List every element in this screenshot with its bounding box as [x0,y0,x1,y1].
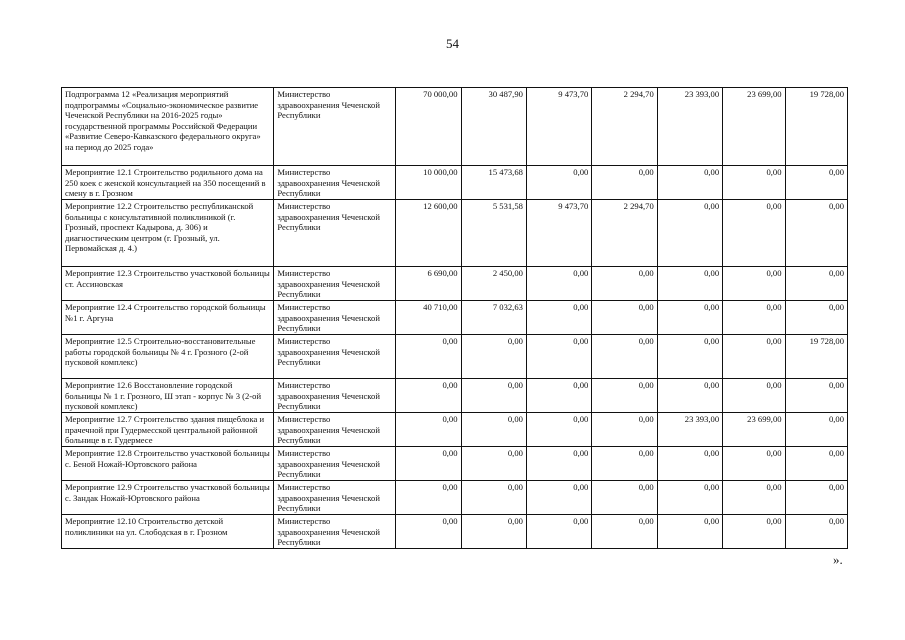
table-row [62,166,848,200]
amount-cell: 5 531,58 [461,200,526,267]
amount-cell: 0,00 [526,267,591,301]
amount-cell: 23 699,00 [723,88,785,166]
amount-cell: 0,00 [396,413,461,447]
amount-cell: 0,00 [723,301,785,335]
amount-cell: 12 600,00 [396,200,461,267]
activity-name-cell: Мероприятие 12.7 Строительство здания пищеблока и прачечной при Гудермесской центральной районной больнице в г. Гудермесе [62,413,274,447]
table-row [62,88,848,166]
amount-cell: 0,00 [592,335,657,379]
activity-name-cell: Мероприятие 12.1 Строительство родильного дома на 250 коек с женской консультацией на 350 посещений в смену в г. Грозном [62,166,274,200]
activity-name-cell: Мероприятие 12.5 Строительно-восстановительные работы городской больницы № 4 г. Грозного (2-ой пусковой комплекс) [62,335,274,379]
executor-cell: Министерство здравоохранения Чеченской Республики [274,166,396,200]
executor-cell: Министерство здравоохранения Чеченской Республики [274,447,396,481]
amount-cell: 0,00 [461,413,526,447]
amount-cell: 0,00 [785,301,847,335]
amount-cell: 0,00 [657,166,722,200]
table-row [62,515,848,549]
amount-cell: 0,00 [723,200,785,267]
amount-cell: 0,00 [396,515,461,549]
amount-cell: 19 728,00 [785,88,847,166]
table-row [62,379,848,413]
amount-cell: 0,00 [657,481,722,515]
executor-cell: Министерство здравоохранения Чеченской Республики [274,413,396,447]
amount-cell: 0,00 [723,515,785,549]
amount-cell: 30 487,90 [461,88,526,166]
amount-cell: 0,00 [657,447,722,481]
executor-cell: Министерство здравоохранения Чеченской Республики [274,200,396,267]
table-row [62,200,848,267]
amount-cell: 7 032,63 [461,301,526,335]
activity-name-cell: Мероприятие 12.9 Строительство участковой больницы с. Зандак Ножай-Юртовского района [62,481,274,515]
amount-cell: 23 699,00 [723,413,785,447]
amount-cell: 0,00 [657,301,722,335]
amount-cell: 0,00 [785,447,847,481]
table-row [62,267,848,301]
activity-name-cell: Мероприятие 12.8 Строительство участковой больницы с. Беной Ножай-Юртовского района [62,447,274,481]
amount-cell: 0,00 [526,301,591,335]
amount-cell: 0,00 [785,515,847,549]
executor-cell: Министерство здравоохранения Чеченской Республики [274,481,396,515]
amount-cell: 10 000,00 [396,166,461,200]
amount-cell: 23 393,00 [657,88,722,166]
amount-cell: 6 690,00 [396,267,461,301]
amount-cell: 0,00 [785,413,847,447]
executor-cell: Министерство здравоохранения Чеченской Республики [274,267,396,301]
amount-cell: 0,00 [657,335,722,379]
amount-cell: 0,00 [657,515,722,549]
amount-cell: 0,00 [592,267,657,301]
amount-cell: 0,00 [396,447,461,481]
executor-cell: Министерство здравоохранения Чеченской Республики [274,301,396,335]
executor-cell: Министерство здравоохранения Чеченской Республики [274,515,396,549]
amount-cell: 0,00 [657,200,722,267]
executor-cell: Министерство здравоохранения Чеченской Республики [274,88,396,166]
activity-name-cell: Мероприятие 12.2 Строительство республиканской больницы с консультативной поликлиникой (г. Грозный, проспект Кадырова, д. 306) и диагностическим центром (г. Грозный, ул. Первомайская д. 4.) [62,200,274,267]
amount-cell: 0,00 [526,413,591,447]
closing-quote-mark: ». [833,552,843,567]
page-number: 54 [446,36,459,51]
amount-cell: 0,00 [723,481,785,515]
amount-cell: 0,00 [723,447,785,481]
amount-cell: 0,00 [723,379,785,413]
amount-cell: 0,00 [526,166,591,200]
table-row [62,481,848,515]
table-body [62,88,848,549]
amount-cell: 0,00 [785,481,847,515]
amount-cell: 2 450,00 [461,267,526,301]
amount-cell: 0,00 [461,335,526,379]
amount-cell: 19 728,00 [785,335,847,379]
amount-cell: 70 000,00 [396,88,461,166]
amount-cell: 9 473,70 [526,200,591,267]
amount-cell: 40 710,00 [396,301,461,335]
activity-name-cell: Подпрограмма 12 «Реализация мероприятий подпрограммы «Социально-экономическое развитие Чеченской Республики на 2016-2025 годы» государственной программы Российской Федерации «Развитие Северо-Кавказского федерального округа» на период до 2025 года» [62,88,274,166]
amount-cell: 0,00 [396,379,461,413]
amount-cell: 0,00 [592,301,657,335]
executor-cell: Министерство здравоохранения Чеченской Республики [274,335,396,379]
amount-cell: 0,00 [785,379,847,413]
budget-table [61,87,848,549]
amount-cell: 0,00 [396,481,461,515]
amount-cell: 0,00 [526,379,591,413]
table-row [62,301,848,335]
amount-cell: 0,00 [396,335,461,379]
amount-cell: 0,00 [723,267,785,301]
activity-name-cell: Мероприятие 12.4 Строительство городской больницы №1 г. Аргуна [62,301,274,335]
amount-cell: 0,00 [723,335,785,379]
amount-cell: 0,00 [592,379,657,413]
activity-name-cell: Мероприятие 12.3 Строительство участковой больницы ст. Ассиновская [62,267,274,301]
amount-cell: 0,00 [526,515,591,549]
amount-cell: 0,00 [785,267,847,301]
table-row [62,447,848,481]
amount-cell: 0,00 [785,200,847,267]
amount-cell: 23 393,00 [657,413,722,447]
amount-cell: 0,00 [461,379,526,413]
amount-cell: 0,00 [461,515,526,549]
amount-cell: 0,00 [785,166,847,200]
amount-cell: 9 473,70 [526,88,591,166]
activity-name-cell: Мероприятие 12.10 Строительство детской поликлиники на ул. Слободская в г. Грозном [62,515,274,549]
amount-cell: 0,00 [461,481,526,515]
table-row [62,413,848,447]
activity-name-cell: Мероприятие 12.6 Восстановление городской больницы № 1 г. Грозного, Ш этап - корпус № 3 (2-ой пусковой комплекс) [62,379,274,413]
amount-cell: 2 294,70 [592,200,657,267]
amount-cell: 0,00 [657,379,722,413]
table-row [62,335,848,379]
amount-cell: 0,00 [592,481,657,515]
executor-cell: Министерство здравоохранения Чеченской Республики [274,379,396,413]
amount-cell: 0,00 [592,447,657,481]
amount-cell: 0,00 [526,335,591,379]
amount-cell: 0,00 [592,166,657,200]
amount-cell: 15 473,68 [461,166,526,200]
amount-cell: 2 294,70 [592,88,657,166]
amount-cell: 0,00 [592,515,657,549]
amount-cell: 0,00 [723,166,785,200]
amount-cell: 0,00 [526,447,591,481]
amount-cell: 0,00 [461,447,526,481]
amount-cell: 0,00 [526,481,591,515]
amount-cell: 0,00 [657,267,722,301]
amount-cell: 0,00 [592,413,657,447]
